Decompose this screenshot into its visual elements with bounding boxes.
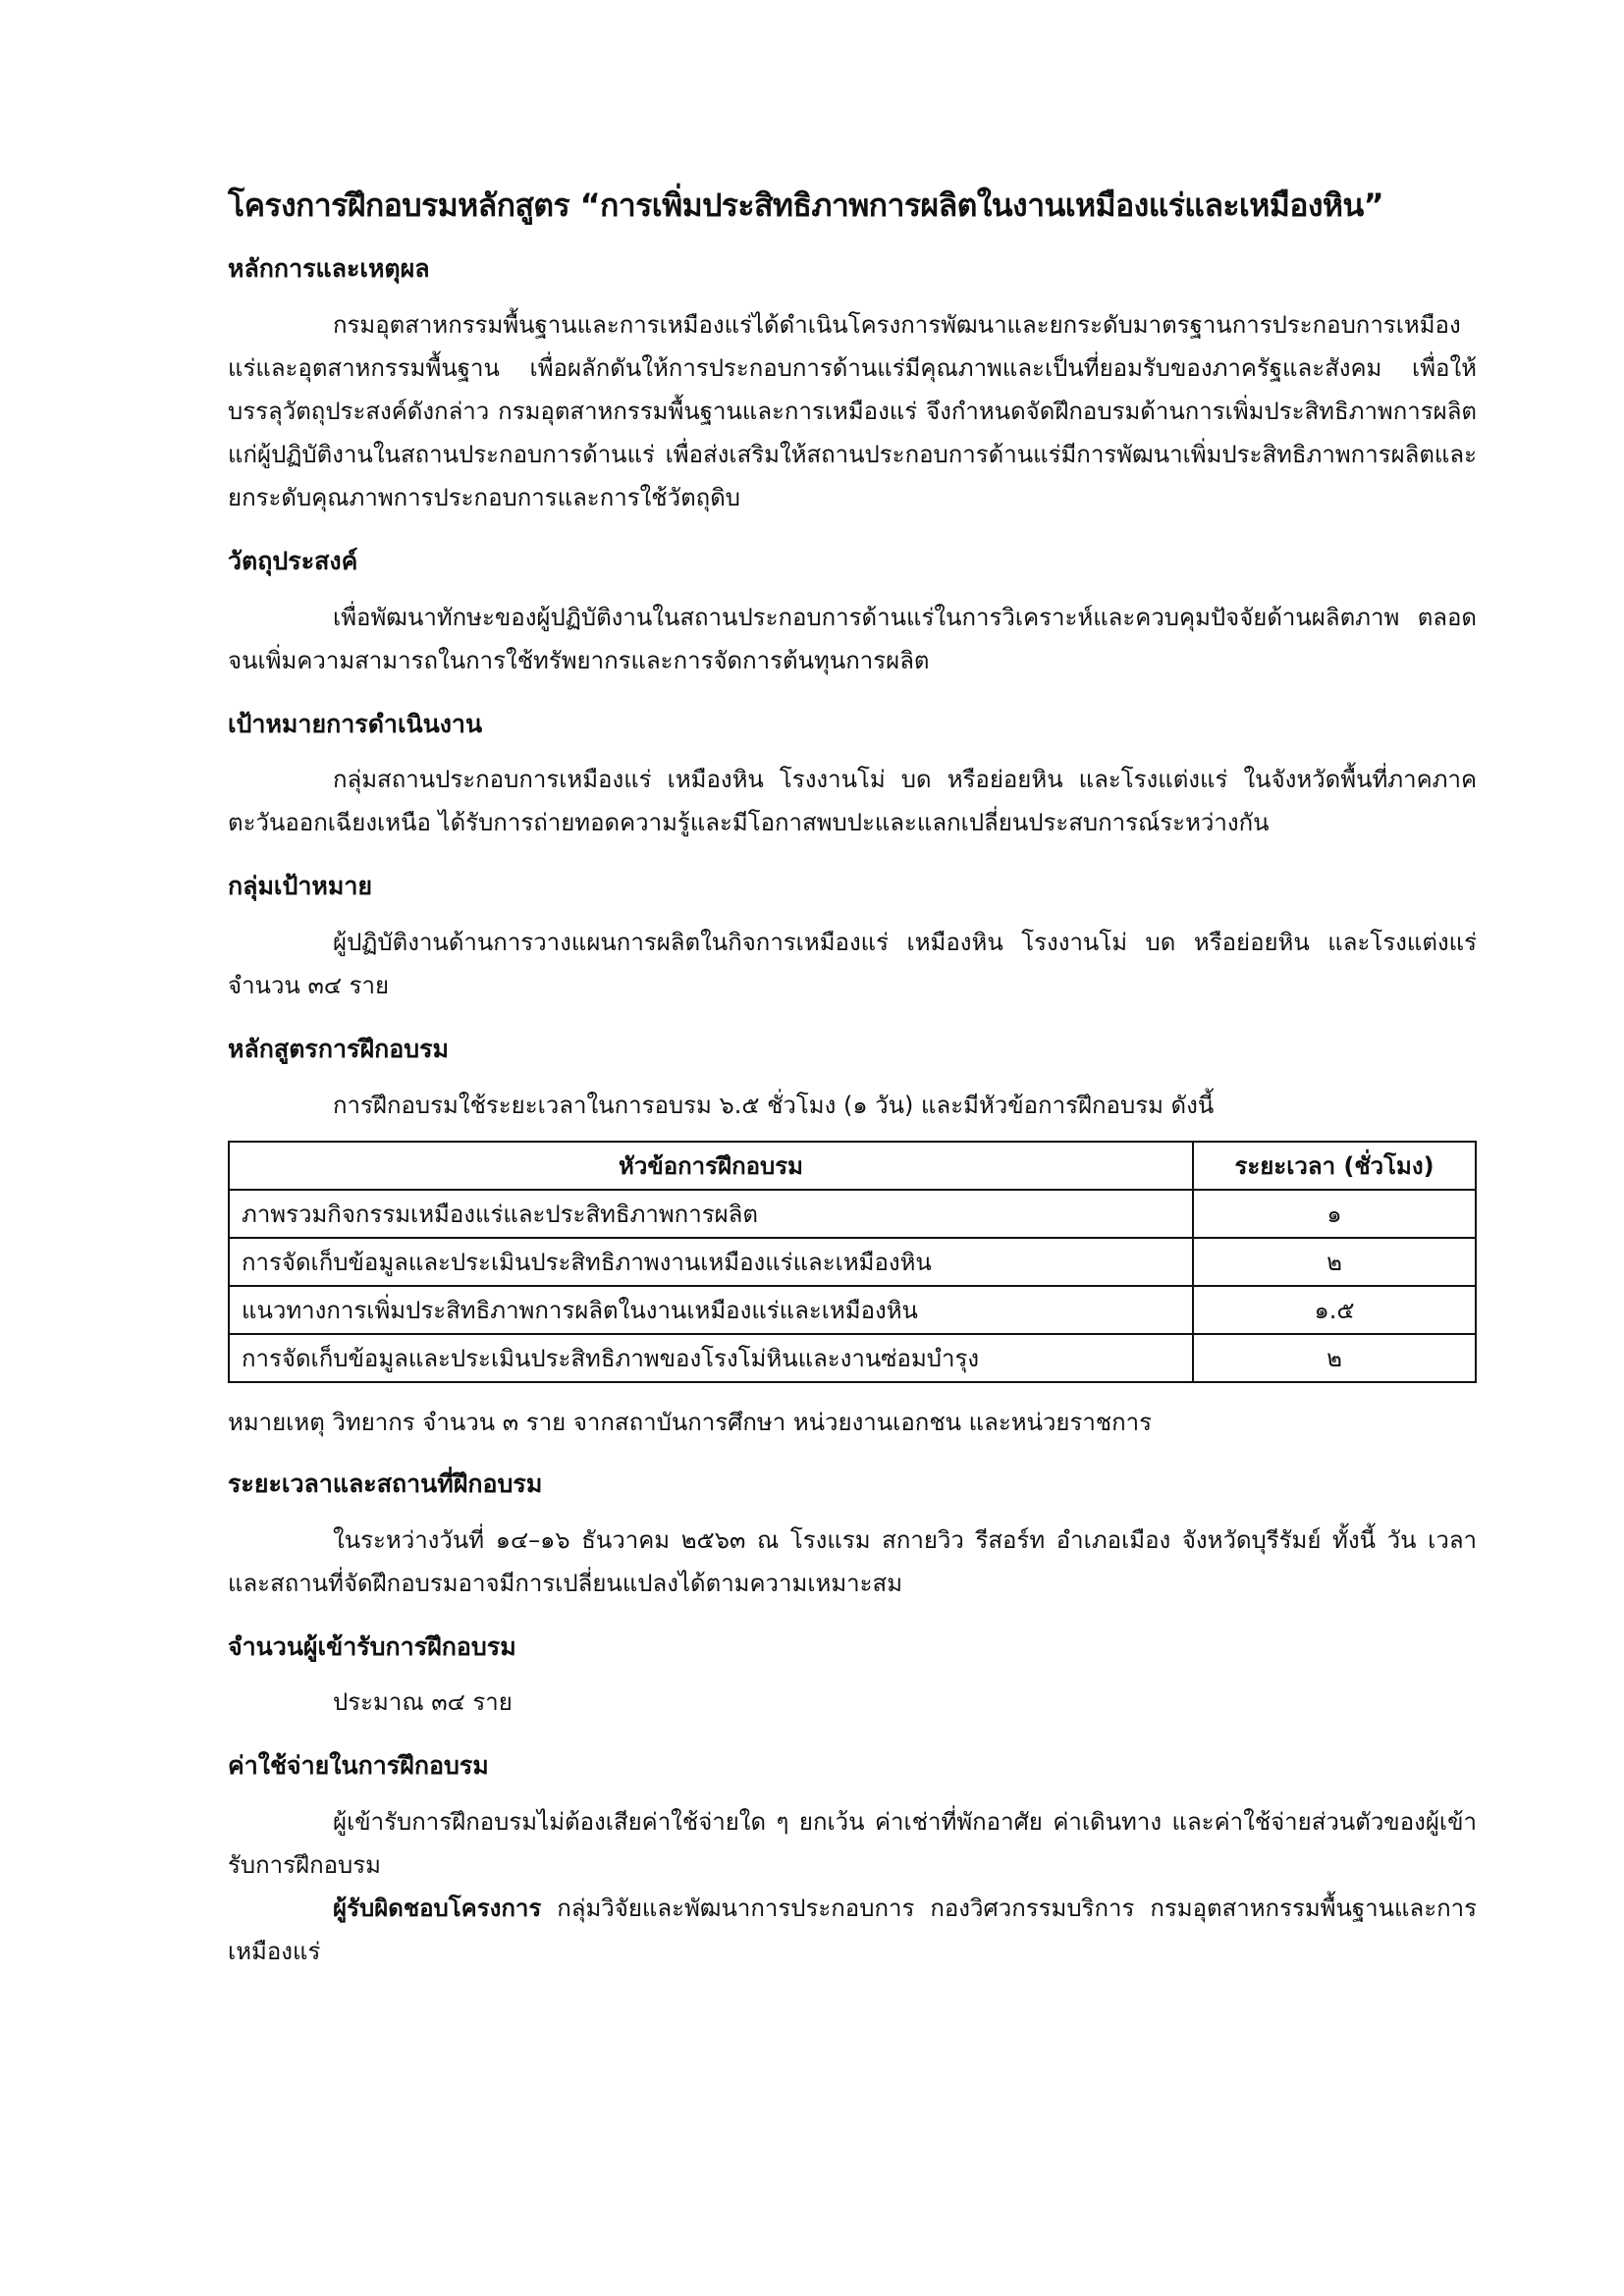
curriculum-note: หมายเหตุ วิทยากร จำนวน ๓ ราย จากสถาบันการศึกษา หน่วยงานเอกชน และหน่วยราชการ bbox=[228, 1408, 1153, 1436]
curriculum-table bbox=[228, 1141, 1477, 1383]
expenses-text: ผู้เข้ารับการฝึกอบรมไม่ต้องเสียค่าใช้จ่ายใด ๆ ยกเว้น ค่าเช่าที่พักอาศัย ค่าเดินทาง และค่าใช้จ่ายส่วนตัวของผู้เข้ารับการฝึกอบรม bbox=[228, 1808, 1477, 1880]
target-group-text: ผู้ปฏิบัติงานด้านการวางแผนการผลิตในกิจการเหมืองแร่ เหมืองหิน โรงงานโม่ บด หรือย่อยหิน และโรงแต่งแร่ จำนวน ๓๔ ราย bbox=[228, 929, 1477, 1000]
table-cell-hours: ๒ bbox=[1193, 1334, 1476, 1382]
curriculum-intro: การฝึกอบรมใช้ระยะเวลาในการอบรม ๖.๕ ชั่วโมง (๑ วัน) และมีหัวข้อการฝึกอบรม ดังนี้ bbox=[333, 1091, 1215, 1119]
column-header-topic: หัวข้อการฝึกอบรม bbox=[229, 1142, 1193, 1190]
objectives-text: เพื่อพัฒนาทักษะของผู้ปฏิบัติงานในสถานประกอบการด้านแร่ในการวิเคราะห์และควบคุมปัจจัยด้านผลิตภาพ ตลอดจนเพิ่มความสามารถในการใช้ทรัพยากรและการจัดการต้นทุนการผลิต bbox=[228, 603, 1477, 674]
principles-text: กรมอุตสาหกรรมพื้นฐานและการเหมืองแร่ได้ดำเนินโครงการพัฒนาและยกระดับมาตรฐานการประกอบการเหมืองแร่และอุตสาหกรรมพื้นฐาน เพื่อผลักดันให้การประกอบการด้านแร่มีคุณภาพและเป็นที่ยอมรับของภาครัฐและสังคม เพื่อให้บรรลุวัตถุประสงค์ดังกล่าว กรมอุตสาหกรรมพื้นฐานและการเหมืองแร่ จึงกำหนดจัดฝึกอบรมด้านการเพิ่มประสิทธิภาพการผลิตแก่ผู้ปฏิบัติงานในสถานประกอบการด้านแร่ เพื่อส่งเสริมให้สถานประกอบการด้านแร่มีการพัฒนาเพิ่มประสิทธิภาพการผลิตและยกระดับคุณภาพการประกอบการและการใช้วัตถุดิบ bbox=[228, 310, 1477, 511]
responsible-label: ผู้รับผิดชอบโครงการ bbox=[333, 1895, 542, 1923]
table-cell-topic: การจัดเก็บข้อมูลและประเมินประสิทธิภาพของโรงโม่หินและงานซ่อมบำรุง bbox=[229, 1334, 1193, 1382]
table-cell-hours: ๑.๕ bbox=[1193, 1286, 1476, 1334]
expenses-heading: ค่าใช้จ่ายในการฝึกอบรม bbox=[228, 1751, 489, 1781]
column-header-hours: ระยะเวลา (ชั่วโมง) bbox=[1193, 1142, 1476, 1190]
goals-heading: เป้าหมายการดำเนินงาน bbox=[228, 709, 483, 738]
participants-heading: จำนวนผู้เข้ารับการฝึกอบรม bbox=[228, 1631, 516, 1661]
responsible-text: กลุ่มวิจัยและพัฒนาการประกอบการ กองวิศวกรรมบริการ กรมอุตสาหกรรมพื้นฐานและการเหมืองแร่ bbox=[228, 1895, 1477, 1966]
goals-text: กลุ่มสถานประกอบการเหมืองแร่ เหมืองหิน โรงงานโม่ บด หรือย่อยหิน และโรงแต่งแร่ ในจังหวัดพื้นที่ภาคภาคตะวันออกเฉียงเหนือ ได้รับการถ่ายทอดความรู้และมีโอกาสพบปะและแลกเปลี่ยนประสบการณ์ระหว่างกัน bbox=[228, 766, 1477, 837]
responsible-paragraph bbox=[228, 1887, 1477, 1973]
document-title: โครงการฝึกอบรมหลักสูตร “การเพิ่มประสิทธิภาพการผลิตในงานเหมืองแร่และเหมืองหิน” bbox=[228, 187, 1384, 224]
objectives-heading: วัตถุประสงค์ bbox=[228, 546, 358, 575]
principles-heading: หลักการและเหตุผล bbox=[228, 254, 430, 284]
table-cell-topic: การจัดเก็บข้อมูลและประเมินประสิทธิภาพงานเหมืองแร่และเหมืองหิน bbox=[229, 1238, 1193, 1286]
target-group-heading: กลุ่มเป้าหมาย bbox=[228, 872, 373, 901]
table-row bbox=[229, 1238, 1476, 1286]
table-header-row bbox=[229, 1142, 1476, 1190]
table-cell-hours: ๒ bbox=[1193, 1238, 1476, 1286]
table-cell-hours: ๑ bbox=[1193, 1190, 1476, 1238]
schedule-text: ในระหว่างวันที่ ๑๔–๑๖ ธันวาคม ๒๕๖๓ ณ โรงแรม สกายวิว รีสอร์ท อำเภอเมือง จังหวัดบุรีรัมย์ ทั้งนี้ วัน เวลา และสถานที่จัดฝึกอบรมอาจมีการเปลี่ยนแปลงได้ตามความเหมาะสม bbox=[228, 1525, 1477, 1597]
participants-text: ประมาณ ๓๔ ราย bbox=[333, 1688, 513, 1717]
schedule-heading: ระยะเวลาและสถานที่ฝึกอบรม bbox=[228, 1468, 543, 1498]
table-row bbox=[229, 1286, 1476, 1334]
curriculum-heading: หลักสูตรการฝึกอบรม bbox=[228, 1035, 450, 1064]
table-cell-topic: ภาพรวมกิจกรรมเหมืองแร่และประสิทธิภาพการผลิต bbox=[229, 1190, 1193, 1238]
table-row bbox=[229, 1334, 1476, 1382]
table-cell-topic: แนวทางการเพิ่มประสิทธิภาพการผลิตในงานเหมืองแร่และเหมืองหิน bbox=[229, 1286, 1193, 1334]
table-row bbox=[229, 1190, 1476, 1238]
document-body bbox=[228, 185, 1477, 1973]
